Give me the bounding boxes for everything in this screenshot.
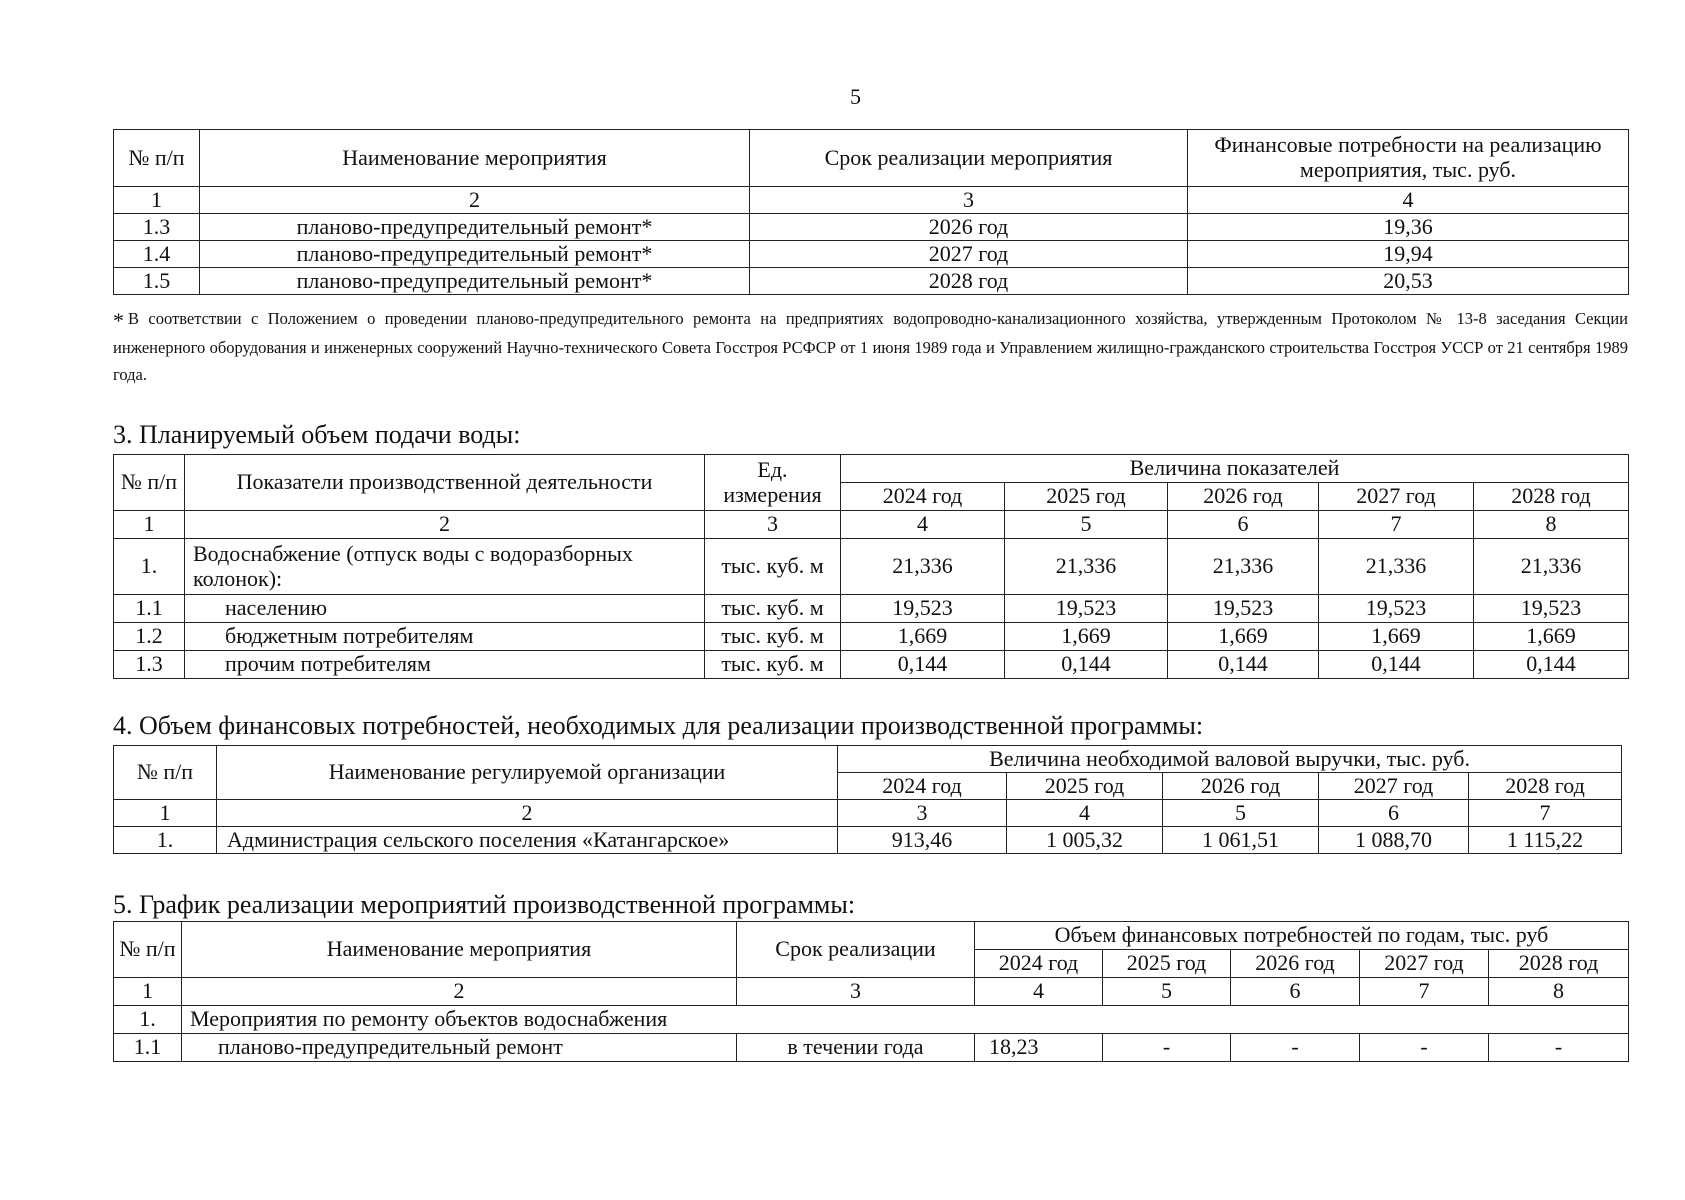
table-cell: тыс. куб. м (705, 651, 841, 679)
table-row (114, 1034, 1629, 1062)
column-number: 4 (975, 978, 1103, 1006)
column-number-row (114, 187, 1629, 214)
year-header: 2028 год (1469, 773, 1622, 800)
table-cell: 21,336 (1474, 539, 1629, 595)
year-header: 2024 год (841, 483, 1005, 511)
table-cell: 19,36 (1188, 214, 1629, 241)
table-cell: 1.5 (114, 268, 200, 295)
table-cell: 1. (114, 1006, 182, 1034)
table-cell: 0,144 (1319, 651, 1474, 679)
year-header: 2025 год (1007, 773, 1163, 800)
column-number: 6 (1168, 511, 1319, 539)
column-number: 6 (1231, 978, 1360, 1006)
column-number: 3 (737, 978, 975, 1006)
column-number: 5 (1163, 800, 1319, 827)
column-number: 4 (841, 511, 1005, 539)
footnote-marker: * (113, 308, 124, 333)
column-number: 5 (1103, 978, 1231, 1006)
measures-table (113, 129, 1629, 295)
financial-needs-table (113, 745, 1622, 854)
table-cell: 1.3 (114, 214, 200, 241)
page-number: 5 (850, 84, 861, 109)
year-header: 2025 год (1103, 950, 1231, 978)
header-cell: Финансовые потребности на реализацию мероприятия, тыс. руб. (1188, 130, 1629, 187)
table-cell: 21,336 (1319, 539, 1474, 595)
table-cell: Мероприятия по ремонту объектов водоснабжения (182, 1006, 1629, 1034)
water-supply-table (113, 454, 1629, 679)
table-cell: Водоснабжение (отпуск воды с водоразборных колонок): (185, 539, 705, 595)
table-cell: 1.4 (114, 241, 200, 268)
header-cell: Срок реализации (737, 922, 975, 978)
table-cell: - (1489, 1034, 1629, 1062)
table-cell: 2028 год (750, 268, 1188, 295)
table-cell: 1.2 (114, 623, 185, 651)
year-header: 2028 год (1489, 950, 1629, 978)
table-cell: планово-предупредительный ремонт* (200, 214, 750, 241)
table-cell: 18,23 (975, 1034, 1103, 1062)
column-number-row (114, 511, 1629, 539)
year-header: 2028 год (1474, 483, 1629, 511)
column-number: 8 (1474, 511, 1629, 539)
column-number: 2 (200, 187, 750, 214)
table-row (114, 214, 1629, 241)
year-header: 2026 год (1231, 950, 1360, 978)
header-cell: № п/п (114, 130, 200, 187)
header-cell: Величина показателей (841, 455, 1629, 483)
column-number: 1 (114, 511, 185, 539)
table-cell: - (1360, 1034, 1489, 1062)
section-5-title: 5. График реализации мероприятий производственной программы: (113, 890, 856, 919)
table-cell: планово-предупредительный ремонт (182, 1034, 737, 1062)
table-cell: 1 088,70 (1319, 827, 1469, 854)
table-cell: 1. (114, 827, 217, 854)
column-number: 7 (1319, 511, 1474, 539)
table-cell: тыс. куб. м (705, 539, 841, 595)
section-3-title: 3. Планируемый объем подачи воды: (113, 420, 521, 449)
column-number-row (114, 978, 1629, 1006)
table-cell: тыс. куб. м (705, 595, 841, 623)
group-row (114, 1006, 1629, 1034)
table-header-row (114, 130, 1629, 187)
column-number: 3 (705, 511, 841, 539)
column-number-row (114, 800, 1622, 827)
year-header: 2024 год (838, 773, 1007, 800)
table-cell: Администрация сельского поселения «Катангарское» (217, 827, 838, 854)
header-cell: № п/п (114, 746, 217, 800)
table-header-row (114, 455, 1629, 483)
table-cell: населению (185, 595, 705, 623)
year-header: 2024 год (975, 950, 1103, 978)
table-row (114, 241, 1629, 268)
table-cell: планово-предупредительный ремонт* (200, 241, 750, 268)
table-cell: 19,523 (1168, 595, 1319, 623)
year-header: 2027 год (1319, 773, 1469, 800)
table-cell: прочим потребителям (185, 651, 705, 679)
header-cell: Величина необходимой валовой выручки, тыс. руб. (838, 746, 1622, 773)
table-row (114, 539, 1629, 595)
footnote-text: В соответствии с Положением о проведении планово-предупредительного ремонта на предприятиях водопроводно-канализационного хозяйства, утвержденным Протоколом № 13-8 заседания Секции инженерного оборудования и инженерных сооружений Научно-технического Совета Госстроя РСФСР от 1 июня 1989 года и Управлением жилищно-гражданского строительства Госстроя УССР от 21 сентября 1989 года. (113, 309, 1628, 384)
header-cell: № п/п (114, 922, 182, 978)
header-cell: Наименование мероприятия (182, 922, 737, 978)
column-number: 6 (1319, 800, 1469, 827)
table-cell: 19,523 (1005, 595, 1168, 623)
table-row (114, 268, 1629, 295)
column-number: 4 (1007, 800, 1163, 827)
table-cell: 2027 год (750, 241, 1188, 268)
table-cell: 20,53 (1188, 268, 1629, 295)
table-cell: 0,144 (841, 651, 1005, 679)
year-header: 2026 год (1168, 483, 1319, 511)
table-cell: - (1103, 1034, 1231, 1062)
column-number: 2 (182, 978, 737, 1006)
column-number: 3 (838, 800, 1007, 827)
table-row (114, 595, 1629, 623)
column-number: 1 (114, 978, 182, 1006)
header-cell: Наименование регулируемой организации (217, 746, 838, 800)
table-cell: 0,144 (1005, 651, 1168, 679)
table-cell: 1 005,32 (1007, 827, 1163, 854)
column-number: 2 (217, 800, 838, 827)
table-row (114, 623, 1629, 651)
column-number: 8 (1489, 978, 1629, 1006)
table-cell: 21,336 (1168, 539, 1319, 595)
table-header-row (114, 922, 1629, 950)
table-cell: 913,46 (838, 827, 1007, 854)
table-row (114, 827, 1622, 854)
header-cell: Срок реализации мероприятия (750, 130, 1188, 187)
table-cell: тыс. куб. м (705, 623, 841, 651)
table-cell: 19,523 (1319, 595, 1474, 623)
table-cell: 2026 год (750, 214, 1188, 241)
table-cell: планово-предупредительный ремонт* (200, 268, 750, 295)
table-cell: 0,144 (1168, 651, 1319, 679)
table-cell: 1. (114, 539, 185, 595)
table-cell: 1 061,51 (1163, 827, 1319, 854)
column-number: 7 (1469, 800, 1622, 827)
column-number: 5 (1005, 511, 1168, 539)
footnote (113, 305, 1628, 388)
table-cell: 1 115,22 (1469, 827, 1622, 854)
table-cell: 0,144 (1474, 651, 1629, 679)
header-cell: № п/п (114, 455, 185, 511)
column-number: 7 (1360, 978, 1489, 1006)
schedule-table (113, 921, 1629, 1062)
table-cell: 1,669 (1168, 623, 1319, 651)
year-header: 2027 год (1360, 950, 1489, 978)
table-cell: 1,669 (1005, 623, 1168, 651)
table-cell: 19,94 (1188, 241, 1629, 268)
table-cell: 1.1 (114, 1034, 182, 1062)
header-cell: Ед. измерения (705, 455, 841, 511)
table-cell: 21,336 (841, 539, 1005, 595)
table-cell: 1.3 (114, 651, 185, 679)
column-number: 1 (114, 800, 217, 827)
header-cell: Объем финансовых потребностей по годам, тыс. руб (975, 922, 1629, 950)
table-cell: 1.1 (114, 595, 185, 623)
section-4-title: 4. Объем финансовых потребностей, необходимых для реализации производственной программы: (113, 711, 1204, 740)
year-header: 2027 год (1319, 483, 1474, 511)
column-number: 2 (185, 511, 705, 539)
year-header: 2025 год (1005, 483, 1168, 511)
table-cell: 1,669 (841, 623, 1005, 651)
table-cell: 1,669 (1319, 623, 1474, 651)
table-cell: бюджетным потребителям (185, 623, 705, 651)
header-cell: Показатели производственной деятельности (185, 455, 705, 511)
table-cell: - (1231, 1034, 1360, 1062)
column-number: 4 (1188, 187, 1629, 214)
table-cell: 19,523 (841, 595, 1005, 623)
header-cell: Наименование мероприятия (200, 130, 750, 187)
column-number: 3 (750, 187, 1188, 214)
table-cell: 21,336 (1005, 539, 1168, 595)
table-header-row (114, 746, 1622, 773)
table-row (114, 651, 1629, 679)
table-cell: 1,669 (1474, 623, 1629, 651)
table-cell: 19,523 (1474, 595, 1629, 623)
table-cell: в течении года (737, 1034, 975, 1062)
year-header: 2026 год (1163, 773, 1319, 800)
column-number: 1 (114, 187, 200, 214)
